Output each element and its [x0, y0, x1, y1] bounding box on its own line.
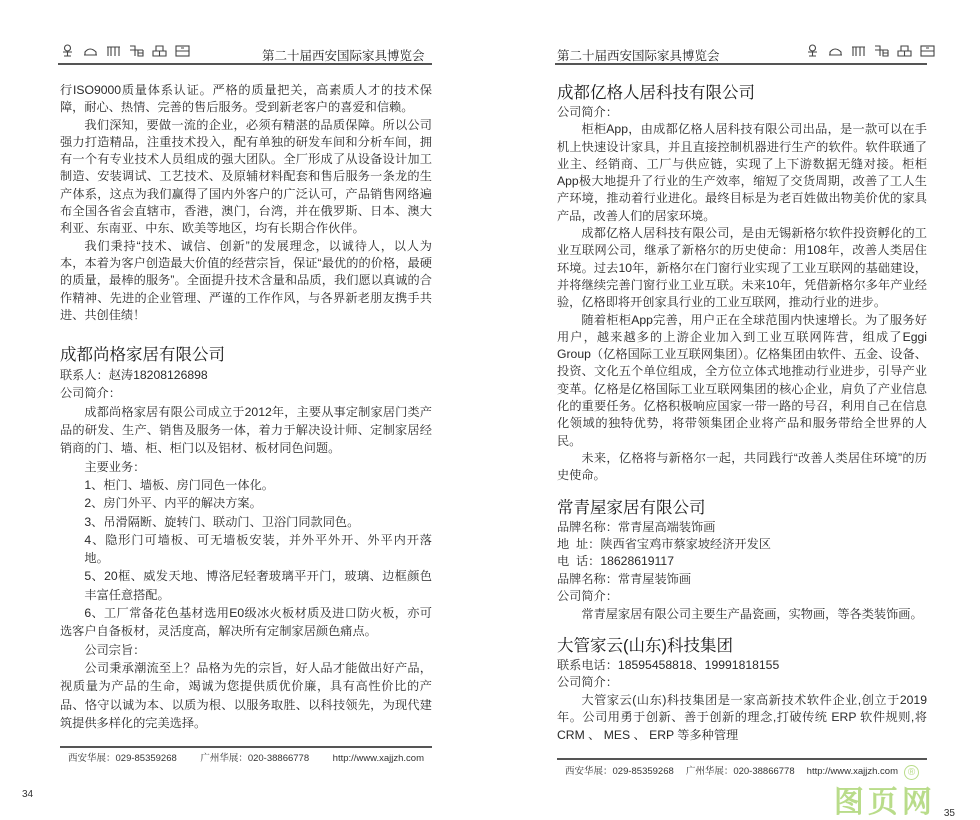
info-line: 联系电话：18595458818、19991818155: [557, 657, 780, 672]
company-title: 成都尚格家居有限公司: [60, 346, 225, 365]
footer: [557, 760, 927, 780]
footer-xian: 西安华展：029-85359268: [68, 752, 177, 764]
watermark-logo: 图页网: [833, 785, 936, 819]
company-daguanjia: [557, 635, 927, 744]
tenet-label: 公司宗旨：: [84, 642, 146, 657]
right-page: [557, 82, 955, 820]
company-shangge: [60, 344, 432, 732]
company-changqingwu: [557, 497, 927, 623]
registered-mark-icon: ®: [904, 765, 919, 780]
footer: [60, 748, 432, 765]
paragraph: 公司秉承潮流至上？品格为先的宗旨，好人品才能做出好产品，视质量为产品的生命，竭诚为您提供质优价廉，具有高性价比的产品、恪守以诚为本、以质为根、以服务取胜、以科技领先，为现代建筑提供多样化的完美选择。: [60, 660, 432, 730]
paragraph: 常青屋家居有限公司主要生产晶瓷画，实物画，等各类装饰画。: [581, 606, 923, 621]
page-number: 34: [22, 788, 34, 800]
bottom-row: [557, 786, 955, 820]
furniture-icons: [60, 44, 190, 57]
sofa-icon: [83, 44, 98, 57]
paragraph: 我们深知，要做一流的企业，必须有精湛的品质保障。所以公司强力打造精品，注重技术投入，配有单独的研发车间和分析车间，拥有一个有专业技术人员组成的强大团队。全厂形成了从设备设计加工制造、安装调试、工艺技术、及原辅材料配套和售后服务一条龙的生产体系，这点为我们赢得了国内外客户的广泛认可，产品销售网络遍布全国各省会直辖市，香港，澳门，台湾，并在俄罗斯、日本、澳大利亚、东南亚、中东、欧美等地区，均有长期合作伙伴。: [60, 117, 432, 236]
info-line: 品牌名称：常青屋高端装饰画: [557, 519, 716, 534]
company-title: 大管家云(山东)科技集团: [557, 636, 733, 655]
paragraph: 行ISO9000质量体系认证。严格的质量把关，高素质人才的技术保障，耐心、热情、完善的售后服务。受到新老客户的喜爱和信赖。: [60, 83, 432, 115]
info-line: 公司简介：: [557, 589, 618, 604]
footer-guangzhou: 广州华展：020-38866778: [200, 752, 310, 764]
header-title: 第二十届西安国际家具博览会: [557, 49, 720, 63]
bed-icon: [851, 44, 866, 57]
footer-guangzhou: 广州华展：020-38866778: [685, 766, 795, 777]
left-page: [22, 82, 432, 801]
desk-icon: [129, 44, 144, 57]
paragraph: 成都尚格家居有限公司成立于2012年，主要从事定制家居门类产品的研发、生产、销售及服务一体，着力于解决设计师、定制家居经销商的门、墙、柜、柜门以及铝材、板材同色问题。: [60, 404, 432, 456]
page-number: 35: [943, 807, 955, 819]
info-line: 品牌名称：常青屋装饰画: [557, 571, 692, 586]
business-item: 1、柜门、墙板、房门同色一体化。: [84, 477, 274, 492]
info-line: 电 话：18628619117: [557, 554, 674, 569]
business-label: 主要业务：: [84, 459, 146, 474]
spacer: [60, 732, 432, 746]
bed-icon: [106, 44, 121, 57]
business-item: 3、吊滑隔断、旋转门、联动门、卫浴门同款同色。: [84, 514, 360, 529]
intro-section: [60, 82, 432, 324]
contact: 联系人：赵涛18208126898: [60, 368, 208, 383]
paragraph: 未来，亿格将与新格尔一起，共同践行“改善人类居住环境”的历史使命。: [557, 450, 927, 483]
company-title: 常青屋家居有限公司: [557, 498, 706, 517]
drawer-icon: [920, 44, 935, 57]
header-title: 第二十届西安国际家具博览会: [262, 49, 425, 63]
cabinet-icon: [152, 44, 167, 57]
cabinet-icon: [897, 44, 912, 57]
company-yige: [557, 82, 927, 485]
footer-url-group: [807, 765, 919, 780]
paragraph: 柜柜App，由成都亿格人居科技有限公司出品，是一款可以在手机上快速设计家具，并且直接控制机器进行生产的软件。软件联通了业主、经销商、工厂与供应链，实现了上下游数据无缝对接。柜柜App极大地提升了行业的生产效率，缩短了交货周期，改善了工人生产环境，推动着行业进化。最终目标是为老百姓做出物美价优的家具产品，改善人们的居家环境。: [557, 122, 927, 223]
sofa-icon: [828, 44, 843, 57]
chair-icon: [805, 44, 820, 57]
business-item: 5、20框、威发天地、博洛尼轻奢玻璃平开门，玻璃、边框颜色丰富任意搭配。: [84, 569, 432, 602]
business-item: 2、房门外平、内平的解决方案。: [84, 496, 262, 511]
chair-icon: [60, 44, 75, 57]
intro-label: 公司简介：: [557, 105, 618, 119]
info-line: 地 址：陕西省宝鸡市蔡家坡经济开发区: [557, 536, 771, 551]
company-title: 成都亿格人居科技有限公司: [557, 84, 755, 102]
spacer: [557, 744, 927, 758]
business-item: 6、工厂常备花色基材选用E0级冰火板材质及进口防火板，亦可选客户自备板材，灵活度高，解决所有定制家居颜色痛点。: [60, 606, 432, 639]
footer-url[interactable]: http://www.xajjzh.com: [806, 766, 898, 777]
paragraph: 我们秉持“技术、诚信、创新”的发展理念，以诚待人，以人为本，本着为客户创造最大价值的经营宗旨，保证“最优的的价格，最硬的质量，最棒的服务”。全面提升技术含量和品质，我们愿以真诚的合作精神、先进的企业管理、严谨的工作作风，与各界新老朋友携手共进、共创佳绩！: [60, 238, 432, 322]
bottom-row: [22, 771, 432, 801]
business-item: 4、隐形门可墙板、可无墙板安装，并外平外开、外平内开落地。: [84, 532, 432, 566]
intro-label: 公司简介：: [60, 386, 121, 401]
paragraph: 成都亿格人居科技有限公司，是由无锡新格尔软件投资孵化的工业互联网公司，继承了新格尔的历史使命：用108年，改善人类居住环境。过去10年，新格尔在门窗行业实现了工业互联网的基础建设，并将继续完善门窗行业工业互联。未来10年，凭借新格尔多年产业经验，亿格即将开创家具行业的工业互联网，推动行业的进步。: [557, 226, 927, 310]
paragraph: 随着柜柜App完善，用户正在全球范围内快速增长。为了服务好用户，越来越多的上游企业加入到工业互联网阵营，组成了Eggi Group（亿格国际工业互联网集团）。亿格集团由软件、五金、设备、投资、文化五个单位组成，全方位立体式地推动行业进步，引导产业变革。亿格是亿格国际工业互联网集团的核心企业，肩负了产业信息化的重要任务。亿格积极响应国家一带一路的号召，利用自己在信息化领域的独特优势，将带领集团企业将产品和服务带给全世界的人民。: [557, 312, 927, 448]
footer-url[interactable]: http://www.xajjzh.com: [332, 752, 424, 764]
paragraph: 大管家云(山东)科技集团是一家高新技术软件企业,创立于2019年。公司用勇于创新、善于创新的理念,打破传统 ERP 软件规则,将 CRM 、 MES 、 ERP 等多种管理: [557, 692, 927, 742]
info-line: 公司简介：: [557, 675, 618, 690]
drawer-icon: [175, 44, 190, 57]
header-divider: [555, 63, 927, 65]
footer-xian: 西安华展：029-85359268: [565, 766, 674, 777]
desk-icon: [874, 44, 889, 57]
header-divider: [58, 63, 432, 65]
furniture-icons: [805, 44, 935, 57]
